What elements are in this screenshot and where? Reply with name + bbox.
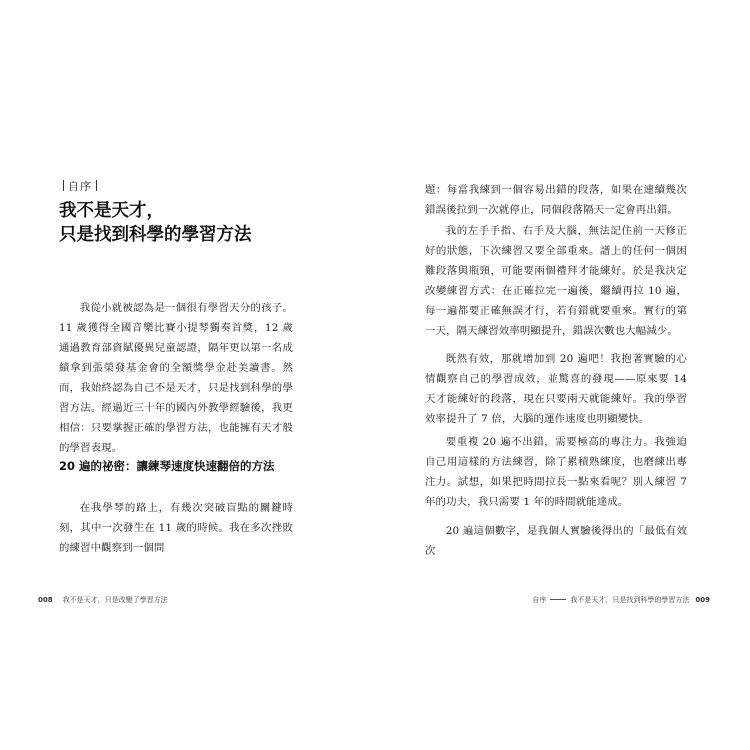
right-page-number: 009: [695, 596, 710, 604]
right-paragraph-0: 題：每當我練到一個容易出錯的段落，如果在連續幾次錯誤後拉到一次就停止，同個段落隔天一定會再出錯。: [425, 184, 687, 216]
left-paragraph-1: 我從小就被認為是一個很有學習天分的孩子。11 歲獲得全國音樂比賽小提琴獨奏首獎，12 歲通過教育部資賦優異兒童認證，隔年更以第一名成績拿到張榮發基金會的全額獎學金赴美讀書。然而，我始終認為自己不是天才，只是找到科學的學習方法。經過近三十年的國內外教學經驗後，我更相信：只要掌握正確的學習方法，也能擁有天才般的學習表現。: [59, 302, 293, 454]
right-running-head: 我不是天才，只是找到科學的學習方法: [570, 596, 690, 604]
footer-dash: [550, 599, 566, 600]
section-tag-label: 自序: [68, 180, 92, 193]
right-footer-section: 自序: [532, 596, 547, 604]
right-paragraph-3: 要重複 20 遍不出錯，需要極高的專注力。我強迫自己用這樣的方法練習，除了累積熟練度，也磨練出專注力。試想，如果把時間拉長一點來看呢？別人練習 7 年的功夫，我只需要 1 年的時間就能達成。: [425, 436, 687, 508]
left-paragraph-2: 在我學琴的路上，有幾次突破盲點的關鍵時刻，其中一次發生在 11 歲的時候。我在多次挫敗的練習中觀察到一個問: [59, 502, 293, 554]
chapter-title-line1: 我不是天才，: [59, 201, 164, 221]
tag-bar-left: [63, 180, 64, 191]
right-paragraph-2: 既然有效，那就增加到 20 遍吧！我抱著實驗的心情觀察自己的學習成效，並驚喜的發現——原來要 14 天才能練好的段落，現在只要兩天就能練好。我的學習效率提升了 7 倍，大腦的運作速度也明顯變快。: [425, 353, 687, 425]
left-running-head: 我不是天才，只是改變了學習方法: [62, 596, 168, 604]
right-paragraph-4: 20 遍這個數字，是我個人實驗後得出的「最低有效次: [425, 525, 687, 557]
section-tag: [59, 178, 101, 194]
chapter-title: [59, 199, 252, 247]
left-footer: [38, 595, 168, 605]
left-page-number: 008: [38, 596, 53, 604]
chapter-title-line2: 只是找到科學的學習方法: [59, 225, 252, 245]
right-paragraph-1: 我的左手手指、右手及大腦，無法記住前一天修正好的狀態，下次練習又要全部重來。譜上的任何一個困難段落與瓶頸，可能要兩個禮拜才能練好。於是我決定改變練習方式：在正確拉完一遍後，繼續再拉 10 遍，每一遍都要正確無誤才行，若有錯就要重來。實行的第一天，隔天練習效率明顯提升，錯誤次數也大幅減少。: [425, 225, 687, 337]
subheading: 20 遍的祕密：讓練琴速度快速翻倍的方法: [59, 459, 275, 473]
right-footer: [532, 595, 710, 605]
tag-bar-right: [96, 180, 97, 191]
